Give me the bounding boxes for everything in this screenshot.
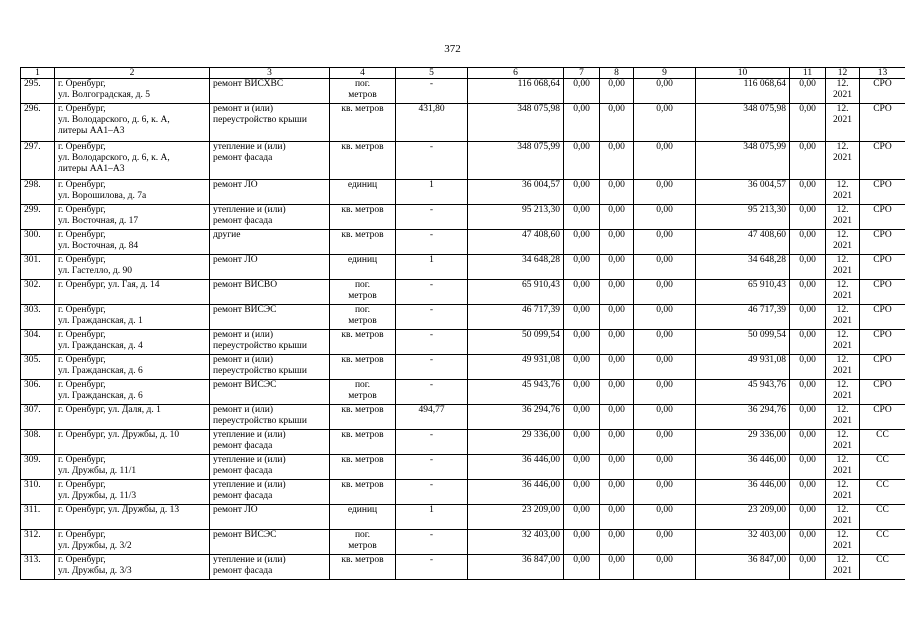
volume-cell: 1: [396, 505, 468, 530]
column-10-cell: 36 847,00: [696, 555, 790, 580]
column-10-cell: 348 075,98: [696, 104, 790, 142]
method-cell: СРО: [860, 230, 905, 255]
column-8-cell: 0,00: [600, 104, 634, 142]
row-number: 307.: [21, 405, 55, 430]
table-row: [21, 505, 905, 530]
method-cell: СРО: [860, 355, 905, 380]
column-11-cell: 0,00: [790, 230, 826, 255]
column-8-cell: 0,00: [600, 255, 634, 280]
column-9-cell: 0,00: [634, 530, 696, 555]
column-10-cell: 32 403,00: [696, 530, 790, 555]
volume-cell: 1: [396, 255, 468, 280]
row-number: 304.: [21, 330, 55, 355]
row-number: 299.: [21, 205, 55, 230]
unit-cell: единиц: [330, 255, 396, 280]
column-11-cell: 0,00: [790, 380, 826, 405]
column-11-cell: 0,00: [790, 505, 826, 530]
column-9-cell: 0,00: [634, 305, 696, 330]
address-cell: г. Оренбург, ул. Восточная, д. 17: [55, 205, 210, 230]
unit-cell: кв. метров: [330, 455, 396, 480]
work-type-cell: ремонт и (или) переустройство крыши: [210, 355, 330, 380]
period-cell: 12. 2021: [826, 555, 860, 580]
volume-cell: -: [396, 530, 468, 555]
period-cell: 12. 2021: [826, 505, 860, 530]
address-cell: г. Оренбург, ул. Гражданская, д. 4: [55, 330, 210, 355]
method-cell: СРО: [860, 180, 905, 205]
total-cost-cell: 29 336,00: [468, 430, 564, 455]
column-7-cell: 0,00: [564, 380, 600, 405]
work-type-cell: ремонт ЛО: [210, 180, 330, 205]
period-cell: 12. 2021: [826, 305, 860, 330]
column-9-cell: 0,00: [634, 355, 696, 380]
column-8-cell: 0,00: [600, 280, 634, 305]
column-8-cell: 0,00: [600, 180, 634, 205]
row-number: 303.: [21, 305, 55, 330]
row-number: 311.: [21, 505, 55, 530]
column-10-cell: 36 446,00: [696, 480, 790, 505]
row-number: 305.: [21, 355, 55, 380]
column-8-cell: 0,00: [600, 79, 634, 104]
method-cell: СРО: [860, 205, 905, 230]
unit-cell: пог. метров: [330, 79, 396, 104]
column-7-cell: 0,00: [564, 530, 600, 555]
address-cell: г. Оренбург, ул. Даля, д. 1: [55, 405, 210, 430]
column-10-cell: 49 931,08: [696, 355, 790, 380]
column-7-cell: 0,00: [564, 255, 600, 280]
column-7-cell: 0,00: [564, 180, 600, 205]
unit-cell: пог. метров: [330, 380, 396, 405]
column-7-cell: 0,00: [564, 205, 600, 230]
row-number: 310.: [21, 480, 55, 505]
column-8-cell: 0,00: [600, 205, 634, 230]
work-type-cell: утепление и (или) ремонт фасада: [210, 480, 330, 505]
column-9-cell: 0,00: [634, 380, 696, 405]
unit-cell: пог. метров: [330, 530, 396, 555]
method-cell: СРО: [860, 79, 905, 104]
column-8-cell: 0,00: [600, 455, 634, 480]
total-cost-cell: 36 004,57: [468, 180, 564, 205]
column-10-cell: 348 075,99: [696, 142, 790, 180]
row-number: 313.: [21, 555, 55, 580]
total-cost-cell: 348 075,98: [468, 104, 564, 142]
column-7-cell: 0,00: [564, 455, 600, 480]
work-type-cell: ремонт ЛО: [210, 505, 330, 530]
row-number: 308.: [21, 430, 55, 455]
unit-cell: кв. метров: [330, 480, 396, 505]
total-cost-cell: 32 403,00: [468, 530, 564, 555]
volume-cell: -: [396, 480, 468, 505]
address-cell: г. Оренбург, ул. Володарского, д. 6, к. А, литеры АА1–А3: [55, 104, 210, 142]
volume-cell: -: [396, 330, 468, 355]
row-number: 312.: [21, 530, 55, 555]
unit-cell: кв. метров: [330, 230, 396, 255]
column-8-cell: 0,00: [600, 430, 634, 455]
column-9-cell: 0,00: [634, 505, 696, 530]
row-number: 296.: [21, 104, 55, 142]
table-row: [21, 79, 905, 104]
volume-cell: -: [396, 280, 468, 305]
table-row: [21, 555, 905, 580]
column-10-cell: 50 099,54: [696, 330, 790, 355]
method-cell: СРО: [860, 380, 905, 405]
column-10-cell: 95 213,30: [696, 205, 790, 230]
column-11-cell: 0,00: [790, 305, 826, 330]
period-cell: 12. 2021: [826, 180, 860, 205]
work-type-cell: ремонт и (или) переустройство крыши: [210, 405, 330, 430]
unit-cell: пог. метров: [330, 305, 396, 330]
work-type-cell: утепление и (или) ремонт фасада: [210, 555, 330, 580]
address-cell: г. Оренбург, ул. Гая, д. 14: [55, 280, 210, 305]
period-cell: 12. 2021: [826, 280, 860, 305]
method-cell: СРО: [860, 405, 905, 430]
address-cell: г. Оренбург, ул. Гастелло, д. 90: [55, 255, 210, 280]
volume-cell: -: [396, 430, 468, 455]
column-11-cell: 0,00: [790, 180, 826, 205]
column-9-cell: 0,00: [634, 330, 696, 355]
column-11-cell: 0,00: [790, 255, 826, 280]
method-cell: СРО: [860, 330, 905, 355]
column-10-cell: 65 910,43: [696, 280, 790, 305]
unit-cell: единиц: [330, 505, 396, 530]
volume-cell: -: [396, 230, 468, 255]
column-9-cell: 0,00: [634, 104, 696, 142]
period-cell: 12. 2021: [826, 255, 860, 280]
method-cell: СРО: [860, 305, 905, 330]
column-10-cell: 116 068,64: [696, 79, 790, 104]
column-11-cell: 0,00: [790, 430, 826, 455]
volume-cell: -: [396, 455, 468, 480]
column-7-cell: 0,00: [564, 142, 600, 180]
work-type-cell: ремонт и (или) переустройство крыши: [210, 104, 330, 142]
volume-cell: -: [396, 305, 468, 330]
page-number: 372: [444, 43, 461, 55]
method-cell: СРО: [860, 142, 905, 180]
table-row: [21, 280, 905, 305]
column-11-cell: 0,00: [790, 530, 826, 555]
address-cell: г. Оренбург, ул. Дружбы, д. 13: [55, 505, 210, 530]
work-type-cell: другие: [210, 230, 330, 255]
column-9-cell: 0,00: [634, 79, 696, 104]
address-cell: г. Оренбург, ул. Дружбы, д. 11/1: [55, 455, 210, 480]
volume-cell: 1: [396, 180, 468, 205]
table-row: [21, 305, 905, 330]
volume-cell: -: [396, 142, 468, 180]
column-10-cell: 47 408,60: [696, 230, 790, 255]
table-row: [21, 455, 905, 480]
column-11-cell: 0,00: [790, 205, 826, 230]
unit-cell: кв. метров: [330, 555, 396, 580]
address-cell: г. Оренбург, ул. Дружбы, д. 3/2: [55, 530, 210, 555]
unit-cell: пог. метров: [330, 280, 396, 305]
column-9-cell: 0,00: [634, 230, 696, 255]
column-header: 6: [468, 68, 564, 79]
period-cell: 12. 2021: [826, 79, 860, 104]
column-header: 1: [21, 68, 55, 79]
column-8-cell: 0,00: [600, 305, 634, 330]
method-cell: СС: [860, 530, 905, 555]
column-10-cell: 23 209,00: [696, 505, 790, 530]
column-8-cell: 0,00: [600, 505, 634, 530]
column-11-cell: 0,00: [790, 330, 826, 355]
column-header: 3: [210, 68, 330, 79]
row-number: 301.: [21, 255, 55, 280]
method-cell: СРО: [860, 255, 905, 280]
total-cost-cell: 36 446,00: [468, 480, 564, 505]
address-cell: г. Оренбург, ул. Гражданская, д. 6: [55, 380, 210, 405]
column-8-cell: 0,00: [600, 380, 634, 405]
unit-cell: единиц: [330, 180, 396, 205]
work-type-cell: утепление и (или) ремонт фасада: [210, 430, 330, 455]
method-cell: СРО: [860, 104, 905, 142]
column-7-cell: 0,00: [564, 355, 600, 380]
total-cost-cell: 348 075,99: [468, 142, 564, 180]
work-type-cell: ремонт ВИСЭС: [210, 530, 330, 555]
column-9-cell: 0,00: [634, 555, 696, 580]
column-9-cell: 0,00: [634, 255, 696, 280]
row-number: 302.: [21, 280, 55, 305]
column-10-cell: 36 004,57: [696, 180, 790, 205]
column-7-cell: 0,00: [564, 330, 600, 355]
column-header: 10: [696, 68, 790, 79]
total-cost-cell: 116 068,64: [468, 79, 564, 104]
period-cell: 12. 2021: [826, 330, 860, 355]
column-8-cell: 0,00: [600, 480, 634, 505]
unit-cell: кв. метров: [330, 405, 396, 430]
method-cell: СС: [860, 505, 905, 530]
column-9-cell: 0,00: [634, 405, 696, 430]
table-row: [21, 480, 905, 505]
total-cost-cell: 65 910,43: [468, 280, 564, 305]
volume-cell: -: [396, 355, 468, 380]
column-header: 13: [860, 68, 905, 79]
table-row: [21, 405, 905, 430]
table-row: [21, 380, 905, 405]
column-11-cell: 0,00: [790, 405, 826, 430]
column-11-cell: 0,00: [790, 280, 826, 305]
unit-cell: кв. метров: [330, 142, 396, 180]
column-9-cell: 0,00: [634, 280, 696, 305]
table-row: [21, 330, 905, 355]
address-cell: г. Оренбург, ул. Восточная, д. 84: [55, 230, 210, 255]
address-cell: г. Оренбург, ул. Дружбы, д. 10: [55, 430, 210, 455]
column-header: 4: [330, 68, 396, 79]
total-cost-cell: 47 408,60: [468, 230, 564, 255]
total-cost-cell: 36 294,76: [468, 405, 564, 430]
column-7-cell: 0,00: [564, 280, 600, 305]
column-9-cell: 0,00: [634, 205, 696, 230]
column-11-cell: 0,00: [790, 142, 826, 180]
column-header: 11: [790, 68, 826, 79]
column-7-cell: 0,00: [564, 230, 600, 255]
column-10-cell: 36 446,00: [696, 455, 790, 480]
address-cell: г. Оренбург, ул. Гражданская, д. 6: [55, 355, 210, 380]
column-7-cell: 0,00: [564, 79, 600, 104]
column-8-cell: 0,00: [600, 142, 634, 180]
column-7-cell: 0,00: [564, 405, 600, 430]
total-cost-cell: 45 943,76: [468, 380, 564, 405]
column-10-cell: 45 943,76: [696, 380, 790, 405]
table-body: [21, 79, 905, 580]
address-cell: г. Оренбург, ул. Дружбы, д. 11/3: [55, 480, 210, 505]
column-11-cell: 0,00: [790, 480, 826, 505]
period-cell: 12. 2021: [826, 405, 860, 430]
table-row: [21, 205, 905, 230]
row-number: 295.: [21, 79, 55, 104]
row-number: 298.: [21, 180, 55, 205]
column-header: 7: [564, 68, 600, 79]
column-11-cell: 0,00: [790, 104, 826, 142]
period-cell: 12. 2021: [826, 230, 860, 255]
address-cell: г. Оренбург, ул. Волгоградская, д. 5: [55, 79, 210, 104]
table-row: [21, 180, 905, 205]
column-10-cell: 46 717,39: [696, 305, 790, 330]
column-header: 8: [600, 68, 634, 79]
work-type-cell: утепление и (или) ремонт фасада: [210, 142, 330, 180]
column-8-cell: 0,00: [600, 355, 634, 380]
period-cell: 12. 2021: [826, 142, 860, 180]
unit-cell: кв. метров: [330, 205, 396, 230]
column-11-cell: 0,00: [790, 455, 826, 480]
address-cell: г. Оренбург, ул. Гражданская, д. 1: [55, 305, 210, 330]
volume-cell: -: [396, 555, 468, 580]
total-cost-cell: 46 717,39: [468, 305, 564, 330]
column-9-cell: 0,00: [634, 455, 696, 480]
volume-cell: -: [396, 205, 468, 230]
method-cell: СС: [860, 480, 905, 505]
address-cell: г. Оренбург, ул. Ворошилова, д. 7а: [55, 180, 210, 205]
total-cost-cell: 23 209,00: [468, 505, 564, 530]
period-cell: 12. 2021: [826, 104, 860, 142]
column-7-cell: 0,00: [564, 555, 600, 580]
table-row: [21, 255, 905, 280]
row-number: 309.: [21, 455, 55, 480]
table-row: [21, 230, 905, 255]
column-11-cell: 0,00: [790, 79, 826, 104]
column-7-cell: 0,00: [564, 430, 600, 455]
total-cost-cell: 36 847,00: [468, 555, 564, 580]
column-9-cell: 0,00: [634, 180, 696, 205]
period-cell: 12. 2021: [826, 380, 860, 405]
period-cell: 12. 2021: [826, 205, 860, 230]
volume-cell: 431,80: [396, 104, 468, 142]
work-type-cell: ремонт ВИСВО: [210, 280, 330, 305]
column-11-cell: 0,00: [790, 555, 826, 580]
column-8-cell: 0,00: [600, 555, 634, 580]
work-type-cell: ремонт ЛО: [210, 255, 330, 280]
total-cost-cell: 49 931,08: [468, 355, 564, 380]
capital-repair-table: [20, 67, 905, 580]
column-9-cell: 0,00: [634, 430, 696, 455]
column-header: 9: [634, 68, 696, 79]
total-cost-cell: 34 648,28: [468, 255, 564, 280]
work-type-cell: утепление и (или) ремонт фасада: [210, 205, 330, 230]
period-cell: 12. 2021: [826, 530, 860, 555]
period-cell: 12. 2021: [826, 480, 860, 505]
total-cost-cell: 95 213,30: [468, 205, 564, 230]
method-cell: СС: [860, 455, 905, 480]
column-8-cell: 0,00: [600, 230, 634, 255]
work-type-cell: ремонт и (или) переустройство крыши: [210, 330, 330, 355]
volume-cell: -: [396, 380, 468, 405]
address-cell: г. Оренбург, ул. Дружбы, д. 3/3: [55, 555, 210, 580]
column-7-cell: 0,00: [564, 480, 600, 505]
work-type-cell: утепление и (или) ремонт фасада: [210, 455, 330, 480]
column-header: 2: [55, 68, 210, 79]
column-7-cell: 0,00: [564, 505, 600, 530]
row-number: 306.: [21, 380, 55, 405]
unit-cell: кв. метров: [330, 104, 396, 142]
column-10-cell: 36 294,76: [696, 405, 790, 430]
column-number-row: [21, 68, 905, 79]
column-9-cell: 0,00: [634, 480, 696, 505]
method-cell: СС: [860, 430, 905, 455]
column-9-cell: 0,00: [634, 142, 696, 180]
column-7-cell: 0,00: [564, 104, 600, 142]
column-7-cell: 0,00: [564, 305, 600, 330]
table-row: [21, 530, 905, 555]
work-type-cell: ремонт ВИСХВС: [210, 79, 330, 104]
column-8-cell: 0,00: [600, 330, 634, 355]
period-cell: 12. 2021: [826, 355, 860, 380]
period-cell: 12. 2021: [826, 430, 860, 455]
column-header: 5: [396, 68, 468, 79]
method-cell: СС: [860, 555, 905, 580]
unit-cell: кв. метров: [330, 355, 396, 380]
total-cost-cell: 50 099,54: [468, 330, 564, 355]
period-cell: 12. 2021: [826, 455, 860, 480]
column-8-cell: 0,00: [600, 405, 634, 430]
row-number: 300.: [21, 230, 55, 255]
method-cell: СРО: [860, 280, 905, 305]
column-10-cell: 29 336,00: [696, 430, 790, 455]
work-type-cell: ремонт ВИСЭС: [210, 305, 330, 330]
column-header: 12: [826, 68, 860, 79]
volume-cell: -: [396, 79, 468, 104]
table-row: [21, 104, 905, 142]
volume-cell: 494,77: [396, 405, 468, 430]
address-cell: г. Оренбург, ул. Володарского, д. 6, к. А, литеры АА1–А3: [55, 142, 210, 180]
work-type-cell: ремонт ВИСЭС: [210, 380, 330, 405]
unit-cell: кв. метров: [330, 330, 396, 355]
column-10-cell: 34 648,28: [696, 255, 790, 280]
column-11-cell: 0,00: [790, 355, 826, 380]
table-row: [21, 142, 905, 180]
total-cost-cell: 36 446,00: [468, 455, 564, 480]
table-row: [21, 355, 905, 380]
column-8-cell: 0,00: [600, 530, 634, 555]
row-number: 297.: [21, 142, 55, 180]
table-row: [21, 430, 905, 455]
unit-cell: кв. метров: [330, 430, 396, 455]
